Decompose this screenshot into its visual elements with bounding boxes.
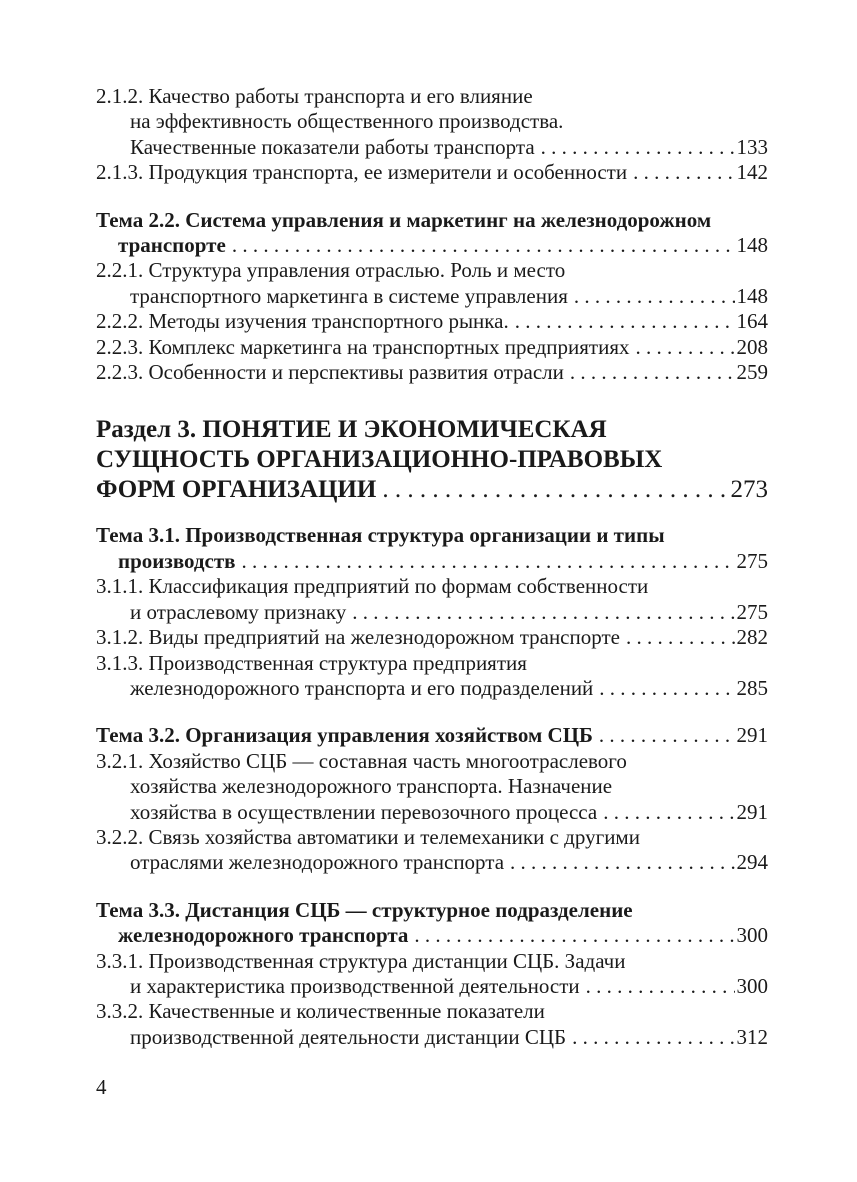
toc-entry-text: Качественные показатели работы транспорта [130,134,535,159]
toc-entry-2-1-3 [96,160,768,185]
toc-entry-text: отраслями железнодорожного транспорта [130,850,505,875]
toc-section-text: СУЩНОСТЬ ОРГАНИЗАЦИОННО-ПРАВОВЫХ [96,446,663,474]
toc-page-number: 312 [736,1024,768,1049]
toc-entry-text: и отраслевому признаку [130,599,347,624]
toc-entry-3-3-2 [96,999,768,1050]
toc-entry-3-3-1 [96,949,768,1000]
dot-leader [242,549,735,574]
toc-entry-2-1-2 [96,84,768,160]
dot-leader [382,475,728,505]
dot-leader [572,1025,734,1050]
toc-page-number: 208 [736,334,768,359]
toc-page-number: 282 [736,625,768,650]
toc-entry-text: 2.2.2. Методы изучения транспортного рынка. [96,309,509,334]
toc-page-number: 133 [736,134,768,159]
toc-section-text: ФОРМ ОРГАНИЗАЦИИ [96,476,377,504]
toc-topic-text: производств [118,548,236,573]
toc-entry-text: на эффективность общественного производства. [130,109,564,134]
toc-topic-text: Тема 3.1. Производственная структура организации и типы [96,523,665,548]
dot-leader [232,233,735,258]
dot-leader [414,923,734,948]
page-number: 4 [96,1075,107,1099]
toc-page-number: 291 [736,723,768,748]
toc-entry-text: 3.3.2. Качественные и количественные показатели [96,999,545,1024]
toc-page-number: 275 [736,548,768,573]
toc-entry-text: производственной деятельности дистанции СЦБ [130,1024,567,1049]
dot-leader [599,723,735,748]
dot-leader [603,800,734,825]
toc-entry-text: 2.1.2. Качество работы транспорта и его влияние [96,84,533,108]
dot-leader [633,160,734,185]
toc-topic-2-2 [96,208,768,259]
toc-topic-text: Тема 3.2. Организация управления хозяйством СЦБ [96,723,593,748]
toc-entry-text: 3.2.2. Связь хозяйства автоматики и телемеханики с другими [96,824,640,849]
toc-topic-text: Тема 3.3. Дистанция СЦБ — структурное подразделение [96,897,633,922]
toc-section-3 [96,415,768,505]
toc-page-number: 275 [736,599,768,624]
toc-page-number: 164 [736,309,768,334]
toc-page-number: 294 [736,850,768,875]
toc-page-number: 273 [730,476,768,504]
dot-leader [599,676,734,701]
dot-leader [570,360,735,385]
toc-entry-text: 2.2.3. Комплекс маркетинга на транспортных предприятиях [96,334,630,359]
toc-entry-text: хозяйства в осуществлении перевозочного процесса [130,799,598,824]
toc-entry-3-1-1 [96,574,768,625]
toc-topic-3-1 [96,523,768,574]
dot-leader [352,600,734,625]
dot-leader [586,974,735,999]
toc-entry-3-1-3 [96,651,768,702]
toc-entry-2-2-2 [96,309,768,334]
toc-entry-3-2-1 [96,749,768,825]
toc-page-number: 300 [736,973,768,998]
toc-entry-2-2-3-prospects [96,360,768,385]
dot-leader [635,335,734,360]
toc-page-number: 148 [736,233,768,258]
toc-page-number: 148 [736,283,768,308]
toc-topic-text: железнодорожного транспорта [118,923,409,948]
toc-entry-3-2-2 [96,825,768,876]
toc-topic-3-2 [96,723,768,748]
toc-entry-text: 3.1.1. Классификация предприятий по формам собственности [96,574,649,599]
toc-entry-text: хозяйства железнодорожного транспорта. Назначение [130,774,613,799]
dot-leader [541,135,735,160]
toc-page-number: 285 [736,675,768,700]
toc-entry-text: 2.1.3. Продукция транспорта, ее измерители и особенности [96,160,628,185]
toc-topic-text: транспорте [118,233,226,258]
toc-entry-text: 3.1.2. Виды предприятий на железнодорожном транспорте [96,625,620,650]
toc-entry-text: 3.2.1. Хозяйство СЦБ — составная часть многоотраслевого [96,748,627,773]
toc-entry-text: и характеристика производственной деятельности [130,973,580,998]
dot-leader [574,284,735,309]
toc-section-text: Раздел 3. ПОНЯТИЕ И ЭКОНОМИЧЕСКАЯ [96,416,607,444]
toc-entry-text: железнодорожного транспорта и его подразделений [130,675,594,700]
toc-entry-2-2-3-marketing [96,335,768,360]
toc-topic-3-3 [96,898,768,949]
dot-leader [510,850,734,875]
toc-page-number: 291 [736,799,768,824]
toc-entry-text: транспортного маркетинга в системе управления [130,283,568,308]
toc-entry-2-2-1 [96,258,768,309]
dot-leader [626,625,735,650]
toc-page-number: 300 [736,923,768,948]
toc-entry-3-1-2 [96,625,768,650]
toc-page-number: 142 [736,160,768,185]
toc-entry-text: 2.2.1. Структура управления отраслью. Роль и место [96,258,566,283]
toc-entry-text: 2.2.3. Особенности и перспективы развития отрасли [96,360,564,385]
toc-entry-text: 3.1.3. Производственная структура предприятия [96,650,527,675]
toc-page-number: 259 [736,360,768,385]
table-of-contents [96,84,768,1050]
toc-topic-text: Тема 2.2. Система управления и маркетинг на железнодорожном [96,207,712,232]
toc-entry-text: 3.3.1. Производственная структура дистанции СЦБ. Задачи [96,948,626,973]
dot-leader [515,309,735,334]
